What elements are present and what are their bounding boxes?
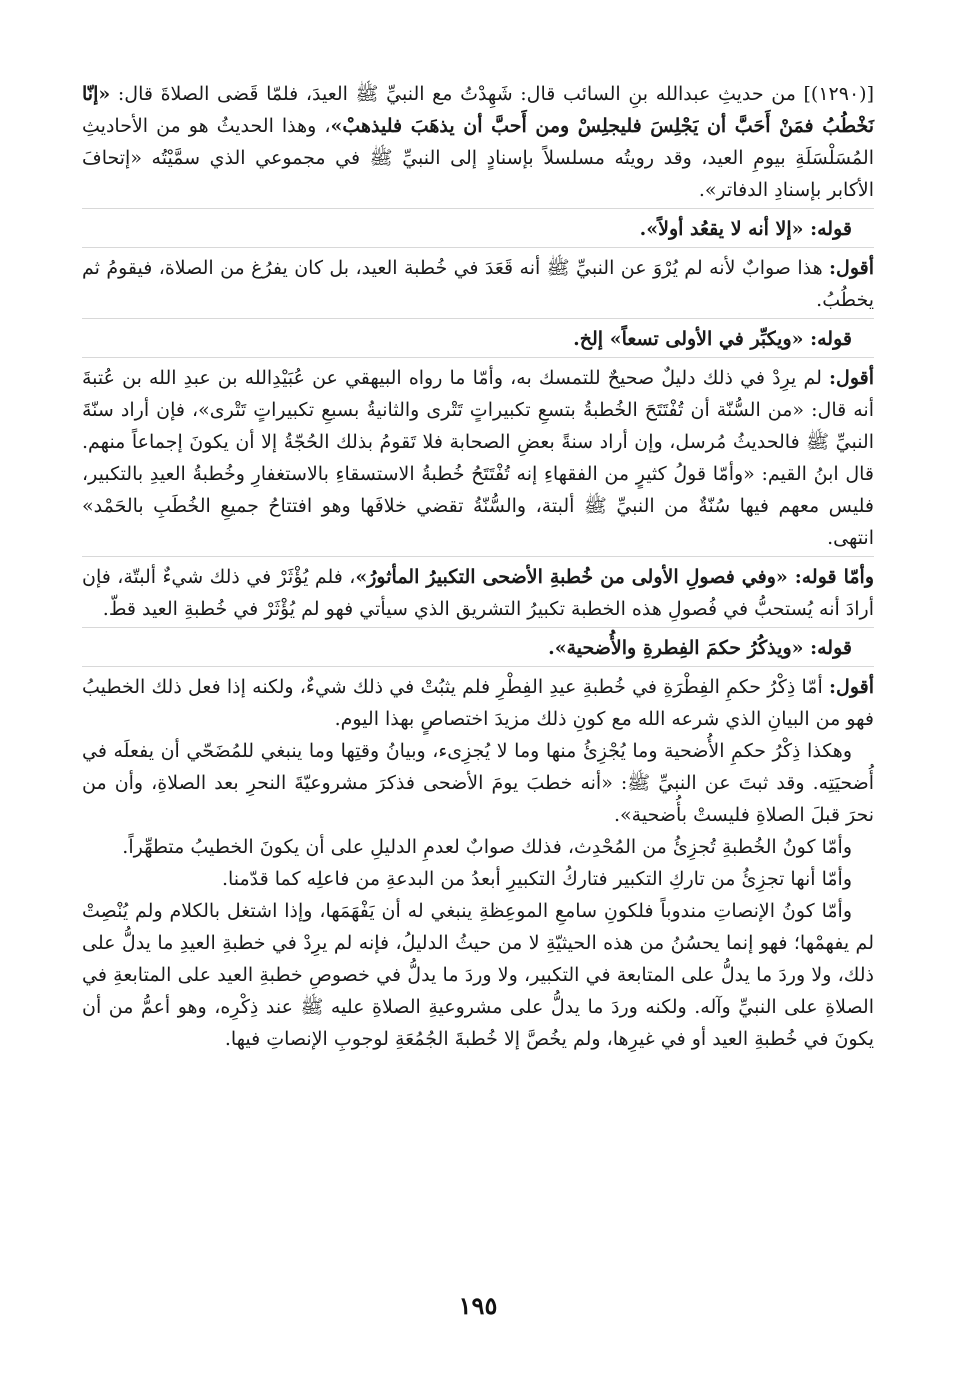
paragraph [82, 362, 874, 557]
bold-text-span: أقول: [829, 676, 874, 698]
text-span: وهكذا ذِكْرُ حكمِ الأُضحية وما يُجْزِئُ منها وما لا يُجزِىء، وبيانُ وقتِها وما ينبغي للمُضَحّي أن يفعلَه في أُضحيَتِه. وقد ثبتَ عن النبيِّ ﷺ: «أنه خطبَ يومَ الأضحى فذكرَ مشروعيّةَ النحرِ بعد الصلاةِ، وأن من نحرَ قبلَ الصلاةِ فليستْ بأُضحية». [82, 740, 874, 826]
text-span: وأمّا كونُ الخُطبةِ تُجزِئُ من المُحْدِث، فذلك صوابٌ لعدمِ الدليلِ على أن يكونَ الخطيبُ متطهِّراً. [122, 836, 852, 858]
bold-text-span: أقول: [829, 367, 874, 389]
paragraph [82, 671, 874, 735]
text-span: لم يرِدْ في ذلك دليلٌ صحيحٌ للتمسك به، وأمّا ما رواه البيهقي عن عُبَيْدِالله بن عبدِ الله بن عُتبةَ أنه قال: «من السُّنّة أن تُفْتَتَحَ الخُطبةُ بتسعِ تكبيراتٍ تَتْرى والثانيةُ بسبعِ تكبيراتٍ تَتْرى»، فإن أراد سنّةَ النبيِّ ﷺ فالحديثُ مُرسل، وإن أراد سنةً بعضِ الصحابة فلا تَقومُ بذلك الحُجّةُ إلا أن يكونَ إجماعاً منهم. قال ابنُ القيم: «وأمّا قولُ كثيرٍ من الفقهاءِ إنه تُفْتَتَحُ خُطبةُ الاستسقاءِ بالاستغفارِ وخُطبةُ العيدِ بالتكبير، فليس معهم فيها سُنّةٌ من النبيِّ ﷺ ألبتة، والسُّنّةُ تقضي خلافَها وهو افتتاحُ جميعِ الخُطَبِ بالحَمْد» انتهى. [82, 367, 874, 549]
paragraph [82, 895, 874, 1055]
page-number: ١٩٥ [458, 1291, 498, 1320]
paragraph [82, 632, 874, 667]
bold-text-span: وأمّا قوله: «وفي فصولِ الأولى من خُطبةِ الأضحى التكبيرُ المأثورُ» [355, 566, 874, 588]
text-span: أمّا ذِكْرُ حكمِ الفِطْرَةِ في خُطبةِ عيدِ الفِطْرِ فلم يثبُتْ في ذلك شيءٌ، ولكنه إذا فعل ذلك الخطيبُ فهو من البيانِ الذي شرعه الله مع كونِ ذلك مزيدَ اختصاصٍ بهذا اليوم. [82, 676, 874, 730]
page-text [82, 78, 874, 1055]
bold-text-span: «إنّا نَخْطُبُ فمَنْ أَحَبَّ أن يَجْلِسَ فليجلِسْ ومن أَحبَّ أن يذهَبَ فليذهبْ» [82, 83, 874, 137]
text-span: هذا صوابٌ لأنه لم يُرْوَ عن النبيِّ ﷺ أنه قَعَدَ في خُطبة العيد، بل كان يفرُغ من الصلاة، فيقومُ ثم يخطُبُ. [82, 257, 874, 311]
paragraph [82, 252, 874, 319]
text-span: [(١٢٩٠)] من حديثِ عبدالله بنِ السائب قال: شَهِدْتُ مع النبيِّ ﷺ العيدَ، فلمّا قَضى الصلاةَ قال: [110, 83, 874, 105]
bold-text-span: قوله: «إلا أنه لا يقعُد أولاً». [639, 218, 852, 240]
paragraph [82, 735, 874, 831]
paragraph [82, 831, 874, 863]
text-span: وأمّا كونُ الإنصاتِ مندوباً فلكونِ سامعِ الموعِظةِ ينبغي له أن يَفْهَمَها، وإذا اشتغل بالكلام ولم يُنْصِتْ لم يفهمْها؛ فهو إنما يحسُنُ من هذه الحيثيّةِ لا من حيثُ الدليلُ، فإنه لم يرِدْ في خطبةِ العيدِ ما يدلُّ على ذلك، ولا وردَ ما يدلُّ على المتابعة في التكبير، ولا وردَ ما يدلُّ في خصوصِ خطبةِ العيد على المتابعةِ في الصلاةِ على النبيِّ وآله. ولكنه وردَ ما يدلُّ على مشروعيةِ الصلاةِ عليه ﷺ عند ذِكْرِه، وهو أعمُّ من أن يكونَ في خُطبةِ العيد أو في غيرِها، ولم يخُصَّ إلا خُطبةَ الجُمُعَةِ لوجوبِ الإنصاتِ فيها. [82, 900, 874, 1050]
text-span: ، وهذا الحديثُ هو من الأحاديثِ المُسَلْسَلَةِ بيومِ العيد، وقد رويتُه مسلسلاً بإسنادٍ إلى النبيِّ ﷺ في مجموعي الذي سمَّيْتُه «إتحافَ الأكابر بإسنادِ الدفاتر». [82, 115, 874, 201]
bold-text-span: أقول: [829, 257, 874, 279]
paragraph [82, 213, 874, 248]
text-span: ، فلم يُؤْثَرْ في ذلك شيءٌ ألبتّة، فإن أرادَ أنه يُستحبُّ في فُصولِ هذه الخطبة تكبيرُ التشريق الذي سيأتي فهو لم يُؤْثَرْ في خُطبةِ العيد قطّ. [82, 566, 874, 620]
paragraph [82, 323, 874, 358]
bold-text-span: قوله: «ويذكُرُ حكمَ الفِطرةِ والأُضحية». [548, 637, 852, 659]
text-span: وأمّا أنها تجزِئُ من تاركِ التكبير فتاركُ التكبيرِ أبعدُ من البدعةِ من فاعلِه كما قدّمنا. [221, 868, 852, 890]
paragraph [82, 561, 874, 628]
bold-text-span: قوله: «ويكبِّر في الأولى تسعاً» إلخ. [573, 328, 852, 350]
paragraph [82, 863, 874, 895]
paragraph [82, 78, 874, 209]
